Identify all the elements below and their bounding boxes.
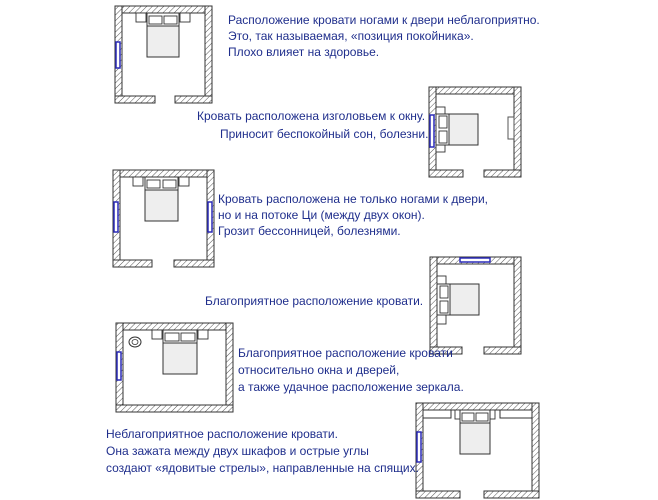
plan-4-window (460, 258, 490, 262)
caption-2: Кровать расположена изголовьем к окну. Приносит беспокойный сон, болезни. (197, 109, 429, 141)
caption-6: Неблагоприятное расположение кровати. Она зажата между двух шкафов и острые углы создают «ядовитые стрелы», направленные на спящих. (106, 427, 419, 475)
caption-3: Кровать расположена не только ногами к двери, но и на потоке Ци (между двух окон). Грозит бессонницей, болезнями. (218, 192, 488, 238)
caption-5: Благоприятное расположение кровати относительно окна и дверей, а также удачное расположение зеркала. (238, 346, 464, 394)
plan-6-bed (455, 410, 495, 454)
plan-2-bed (436, 107, 478, 152)
plan-3-bed-between-windows (113, 170, 214, 267)
plan-2-bed-head-to-window (429, 87, 521, 177)
plan-5-bed (152, 330, 208, 374)
caption-1: Расположение кровати ногами к двери неблагоприятно. Это, так называемая, «позиция покойника». Плохо влияет на здоровье. (228, 13, 540, 59)
plan-6-wardrobe-left (423, 410, 451, 418)
plan-3-window-left (114, 202, 118, 232)
plan-4-favourable (430, 257, 521, 354)
plan-2-wall-mirror (508, 117, 514, 139)
plan-3-bed (133, 177, 189, 221)
caption-4: Благоприятное расположение кровати. (205, 294, 424, 308)
plan-5-favourable-mirror (116, 323, 233, 412)
plan-5-window (117, 352, 121, 380)
plan-1-window (116, 42, 120, 68)
plan-6-wardrobe-right (500, 410, 532, 418)
plan-4-bed (437, 276, 479, 324)
plan-2-window (430, 115, 434, 147)
plan-6-bed-between-wardrobes (416, 403, 539, 498)
plan-1-bed (136, 13, 190, 57)
plan-3-window-right (208, 202, 212, 232)
plan-5-mirror-table (129, 337, 141, 347)
plan-1-bed-feet-to-door (115, 6, 212, 103)
